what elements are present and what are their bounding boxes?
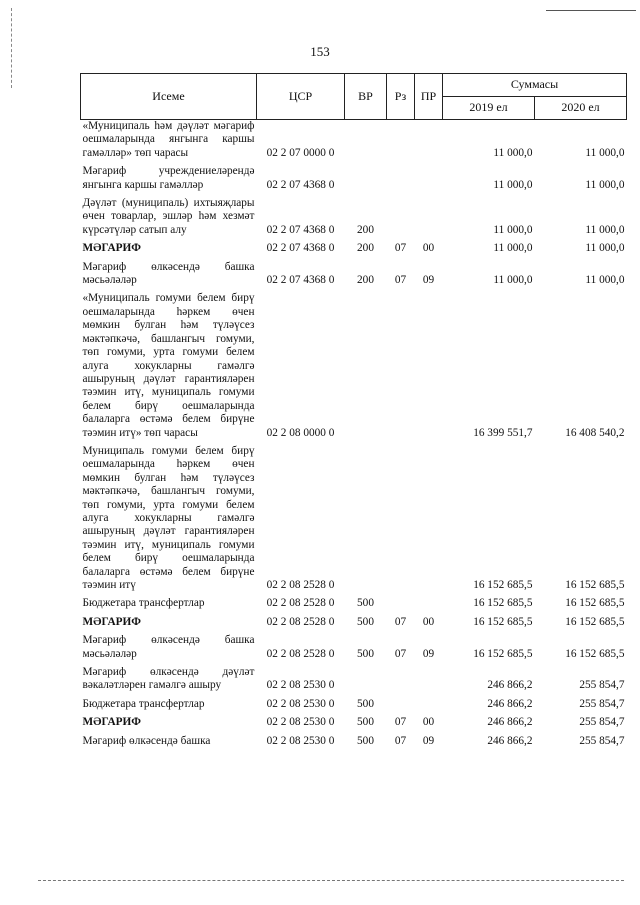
table-row	[81, 160, 627, 192]
col-header-vr: ВР	[345, 74, 387, 120]
row-rz-cell: 07	[394, 734, 407, 747]
row-csr-cell: 02 2 08 2528 0	[266, 579, 335, 591]
row-sum-2020-cell: 11 000,0	[585, 223, 625, 236]
row-name-cell: МӘГАРИФ	[82, 615, 142, 628]
row-pr-cell: 00	[422, 242, 435, 255]
row-sum-2020-cell: 16 408 540,2	[565, 426, 625, 439]
row-vr-cell: 500	[357, 615, 374, 628]
table-row	[81, 730, 627, 748]
col-header-2019: 2019 ел	[443, 97, 535, 120]
table-row	[81, 440, 627, 592]
col-header-pr: ПР	[415, 74, 443, 120]
row-sum-2019-cell: 16 399 551,7	[473, 426, 533, 439]
row-vr-cell: 500	[357, 697, 374, 710]
row-pr-cell	[415, 160, 443, 192]
row-sum-2020-cell: 16 152 685,5	[565, 615, 625, 628]
row-vr-cell	[345, 160, 387, 192]
row-sum-2019-cell: 16 152 685,5	[473, 615, 533, 628]
row-sum-2019-cell: 246 866,2	[487, 734, 533, 747]
row-name-cell: МӘГАРИФ	[82, 716, 142, 729]
row-pr-cell	[415, 693, 443, 711]
row-sum-2019-cell: 246 866,2	[487, 716, 533, 729]
col-header-2020: 2020 ел	[535, 97, 627, 120]
row-name-cell: Бюджетара трансфертлар	[82, 697, 205, 710]
row-pr-cell	[415, 592, 443, 610]
row-name-cell: Мәгариф учреждениеләрендә янгынга каршы гамәлләр	[82, 165, 255, 191]
row-sum-2020-cell: 16 152 685,5	[565, 597, 625, 610]
row-sum-2020-cell: 11 000,0	[585, 274, 625, 287]
table-row	[81, 237, 627, 255]
row-rz-cell: 07	[394, 647, 407, 660]
row-name-cell: Мәгариф өлкәсендә башка мәсьәләләр	[82, 260, 255, 287]
table-row	[81, 711, 627, 729]
col-header-name: Исеме	[81, 74, 257, 120]
row-vr-cell: 500	[357, 597, 374, 610]
row-sum-2020-cell: 11 000,0	[585, 146, 625, 159]
row-vr-cell: 500	[357, 716, 374, 729]
col-header-csr: ЦСР	[257, 74, 345, 120]
row-pr-cell	[415, 661, 443, 693]
row-vr-cell	[345, 440, 387, 592]
row-sum-2019-cell: 16 152 685,5	[473, 579, 533, 591]
row-pr-cell: 00	[422, 615, 435, 628]
row-name-cell: Мәгариф өлкәсендә дәүләт вәкаләтләрен гамәлгә ашыру	[82, 666, 255, 692]
row-vr-cell: 500	[357, 647, 374, 660]
row-rz-cell	[387, 693, 415, 711]
row-pr-cell	[415, 440, 443, 592]
row-rz-cell	[387, 440, 415, 592]
row-pr-cell: 00	[422, 716, 435, 729]
row-pr-cell: 09	[422, 274, 435, 287]
row-csr-cell: 02 2 08 2528 0	[266, 597, 335, 610]
row-sum-2019-cell: 16 152 685,5	[473, 647, 533, 660]
row-pr-cell: 09	[422, 647, 435, 660]
row-sum-2020-cell: 255 854,7	[579, 734, 625, 747]
row-name-cell: «Муниципаль һәм дәүләт мәгариф оешмаларында янгынга каршы гамәлләр» төп чарасы	[82, 120, 255, 159]
row-sum-2019-cell: 16 152 685,5	[473, 597, 533, 610]
budget-table	[80, 73, 627, 748]
row-rz-cell	[387, 287, 415, 439]
row-sum-2020-cell: 255 854,7	[579, 697, 625, 710]
row-sum-2020-cell: 11 000,0	[585, 178, 625, 191]
row-name-cell: Дәүләт (муниципаль) ихтыяҗлары өчен товарлар, эшләр һәм хезмәт күрсәтүләр сатып алу	[82, 197, 255, 236]
row-rz-cell: 07	[394, 615, 407, 628]
row-pr-cell	[415, 192, 443, 237]
row-vr-cell	[345, 661, 387, 693]
row-name-cell: «Муниципаль гомуми белем бирү оешмаларында һәркем өчен мөмкин булган һәм түләүсез мәктәпкәчә, башлангыч гомуми, төп гомуми, урта гомуми белем алуга хокукларны гамәлгә ашыруның дәүләт гарантияләрен тәэмин итү, муниципаль гомуми белем бирү оешмаларында балаларга өстәмә белем бирүне тәэмин итү» төп чарасы	[82, 292, 255, 439]
row-sum-2019-cell: 11 000,0	[493, 223, 533, 236]
row-csr-cell: 02 2 07 0000 0	[266, 146, 335, 159]
row-sum-2020-cell: 16 152 685,5	[565, 579, 625, 591]
row-sum-2020-cell: 11 000,0	[585, 242, 625, 255]
row-sum-2020-cell: 16 152 685,5	[565, 647, 625, 660]
table-row	[81, 629, 627, 661]
row-csr-cell: 02 2 08 2530 0	[266, 734, 335, 747]
row-vr-cell: 500	[357, 734, 374, 747]
row-csr-cell: 02 2 07 4368 0	[266, 178, 335, 191]
row-sum-2019-cell: 246 866,2	[487, 697, 533, 710]
row-rz-cell: 07	[394, 716, 407, 729]
table-row	[81, 661, 627, 693]
row-rz-cell: 07	[394, 274, 407, 287]
row-pr-cell	[415, 120, 443, 161]
row-csr-cell: 02 2 08 0000 0	[266, 426, 335, 439]
row-csr-cell: 02 2 08 2530 0	[266, 697, 335, 710]
table-row	[81, 693, 627, 711]
table-row	[81, 120, 627, 161]
row-vr-cell	[345, 287, 387, 439]
row-sum-2019-cell: 246 866,2	[487, 679, 533, 692]
row-vr-cell: 200	[357, 223, 374, 236]
row-sum-2019-cell: 11 000,0	[493, 242, 533, 255]
row-csr-cell: 02 2 07 4368 0	[266, 223, 335, 236]
row-csr-cell: 02 2 08 2528 0	[266, 647, 335, 660]
row-rz-cell	[387, 661, 415, 693]
table-row	[81, 192, 627, 237]
row-name-cell: Муниципаль гомуми белем бирү оешмаларында һәркем өчен мөмкин булган һәм түләүсез мәктәпкәчә, башлангыч гомуми, төп гомуми, урта гомуми белем алуга хокукларны гамәлгә ашыруның дәүләт гарантияләрен тәэмин итү, муниципаль гомуми белем бирү оешмаларында балаларга өстәмә белем бирүне тәэмин итү	[82, 444, 255, 591]
row-rz-cell	[387, 160, 415, 192]
bottom-edge-rule	[38, 880, 624, 881]
table-row	[81, 287, 627, 439]
table-body	[81, 120, 627, 749]
row-rz-cell: 07	[394, 242, 407, 255]
row-name-cell: Мәгариф өлкәсендә башка мәсьәләләр	[82, 634, 255, 660]
row-rz-cell	[387, 120, 415, 161]
row-name-cell: МӘГАРИФ	[82, 242, 142, 255]
row-vr-cell: 200	[357, 274, 374, 287]
row-sum-2019-cell: 11 000,0	[493, 274, 533, 287]
row-name-cell: Бюджетара трансфертлар	[82, 597, 205, 610]
row-pr-cell	[415, 287, 443, 439]
row-csr-cell: 02 2 07 4368 0	[266, 274, 335, 287]
row-name-cell: Мәгариф өлкәсендә башка	[82, 734, 211, 747]
table-row	[81, 256, 627, 288]
row-vr-cell: 200	[357, 242, 374, 255]
top-edge-rule	[546, 10, 636, 11]
row-rz-cell	[387, 592, 415, 610]
row-vr-cell	[345, 120, 387, 161]
row-csr-cell: 02 2 07 4368 0	[266, 242, 335, 255]
row-rz-cell	[387, 192, 415, 237]
row-csr-cell: 02 2 08 2528 0	[266, 615, 335, 628]
table-row	[81, 592, 627, 610]
page-number: 153	[310, 44, 330, 59]
row-sum-2020-cell: 255 854,7	[579, 679, 625, 692]
col-header-rz: Рз	[387, 74, 415, 120]
row-sum-2019-cell: 11 000,0	[493, 178, 533, 191]
row-csr-cell: 02 2 08 2530 0	[266, 716, 335, 729]
row-sum-2019-cell: 11 000,0	[493, 146, 533, 159]
col-header-sums: Суммасы	[443, 74, 627, 97]
row-pr-cell: 09	[422, 734, 435, 747]
table-row	[81, 611, 627, 629]
row-csr-cell: 02 2 08 2530 0	[266, 679, 335, 692]
row-sum-2020-cell: 255 854,7	[579, 716, 625, 729]
